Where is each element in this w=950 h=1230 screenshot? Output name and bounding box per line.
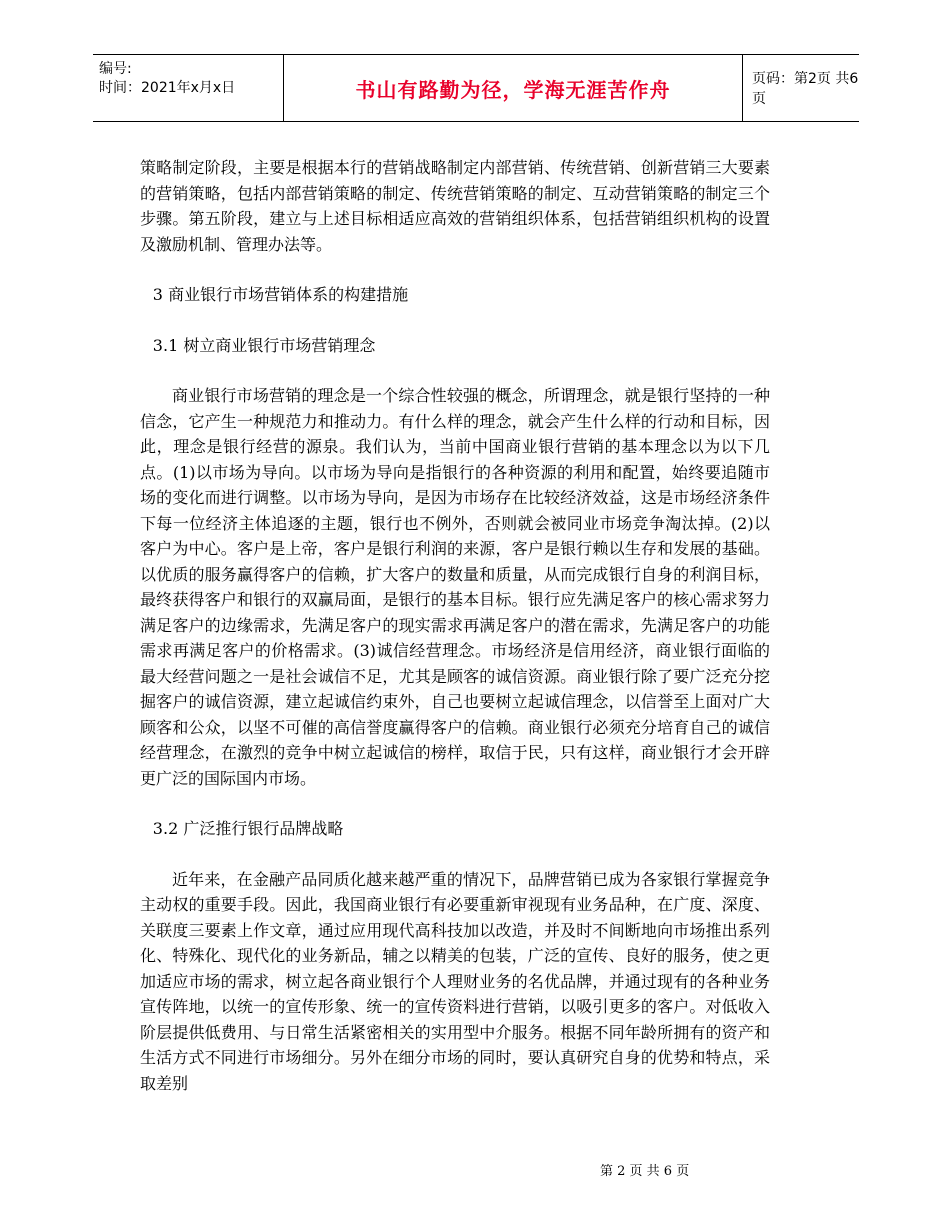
header-meta <box>93 55 283 121</box>
section-heading-3: 3 商业银行市场营销体系的构建措施 <box>152 285 409 304</box>
header-motto: 书山有路勤为径，学海无涯苦作舟 <box>283 55 743 121</box>
number-label: 编号: <box>99 61 132 77</box>
paragraph-continued: 策略制定阶段，主要是根据本行的营销战略制定内部营销、传统营销、创新营销三大要素的营销策略，包括内部营销策略的制定、传统营销策略的制定、互动营销策略的制定三个步骤。第五阶段，建立与上述目标相适应高效的营销组织体系，包括营销组织机构的设置及激励机制、管理办法等。 <box>140 158 770 254</box>
page-header <box>93 54 859 122</box>
page-footer: 第 2 页 共 6 页 <box>600 1164 690 1179</box>
header-page-info: 页码：第2页 共6页 <box>752 71 859 107</box>
section-heading-3-2: 3.2 广泛推行银行品牌战略 <box>152 819 344 838</box>
document-body <box>140 155 770 1096</box>
paragraph-brand-strategy: 近年来，在金融产品同质化越来越严重的情况下，品牌营销已成为各家银行掌握竞争主动权的重要手段。因此，我国商业银行有必要重新审视现有业务品种，在广度、深度、关联度三要素上作文章，通过应用现代高科技加以改造，并及时不间断地向市场推出系列化、特殊化、现代化的业务新品，辅之以精美的包装，广泛的宣传、良好的服务，使之更加适应市场的需求，树立起各商业银行个人理财业务的名优品牌，并通过现有的各种业务宣传阵地，以统一的宣传形象、统一的宣传资料进行营销，以吸引更多的客户。对低收入阶层提供低费用、与日常生活紧密相关的实用型中介服务。根据不同年龄所拥有的资产和生活方式不同进行市场细分。另外在细分市场的同时，要认真研究自身的优势和特点，采取差别 <box>140 869 770 1093</box>
section-heading-3-1: 3.1 树立商业银行市场营销理念 <box>152 335 376 355</box>
paragraph-marketing-concept: 商业银行市场营销的理念是一个综合性较强的概念，所谓理念，就是银行坚持的一种信念，它产生一种规范力和推动力。有什么样的理念，就会产生什么样的行动和目标，因此，理念是银行经营的源泉。我们认为，当前中国商业银行营销的基本理念以为以下几点。(1)以市场为导向。以市场为导向是指银行的各种资源的利用和配置，始终要追随市场的变化而进行调整。以市场为导向，是因为市场存在比较经济效益，这是市场经济条件下每一位经济主体追逐的主题，银行也不例外，否则就会被同业市场竞争淘汰掉。(2)以客户为中心。客户是上帝，客户是银行利润的来源，客户是银行赖以生存和发展的基础。以优质的服务赢得客户的信赖，扩大客户的数量和质量，从而完成银行自身的利润目标，最终获得客户和银行的双赢局面，是银行的基本目标。银行应先满足客户的核心需求努力满足客户的边缘需求，先满足客户的现实需求再满足客户的潜在需求，先满足客户的功能需求再满足客户的价格需求。(3)诚信经营理念。市场经济是信用经济，商业银行面临的最大经营问题之一是社会诚信不足，尤其是顾客的诚信资源。商业银行除了要广泛充分挖掘客户的诚信资源，建立起诚信约束外，自己也要树立起诚信理念，以信誉至上面对广大顾客和公众，以坚不可催的高信誉度赢得客户的信赖。商业银行必须充分培育自己的诚信经营理念，在激烈的竞争中树立起诚信的榜样，取信于民，只有这样，商业银行才会开辟更广泛的国际国内市场。 <box>140 386 770 788</box>
time-label: 时间：2021年x月x日 <box>99 80 236 96</box>
